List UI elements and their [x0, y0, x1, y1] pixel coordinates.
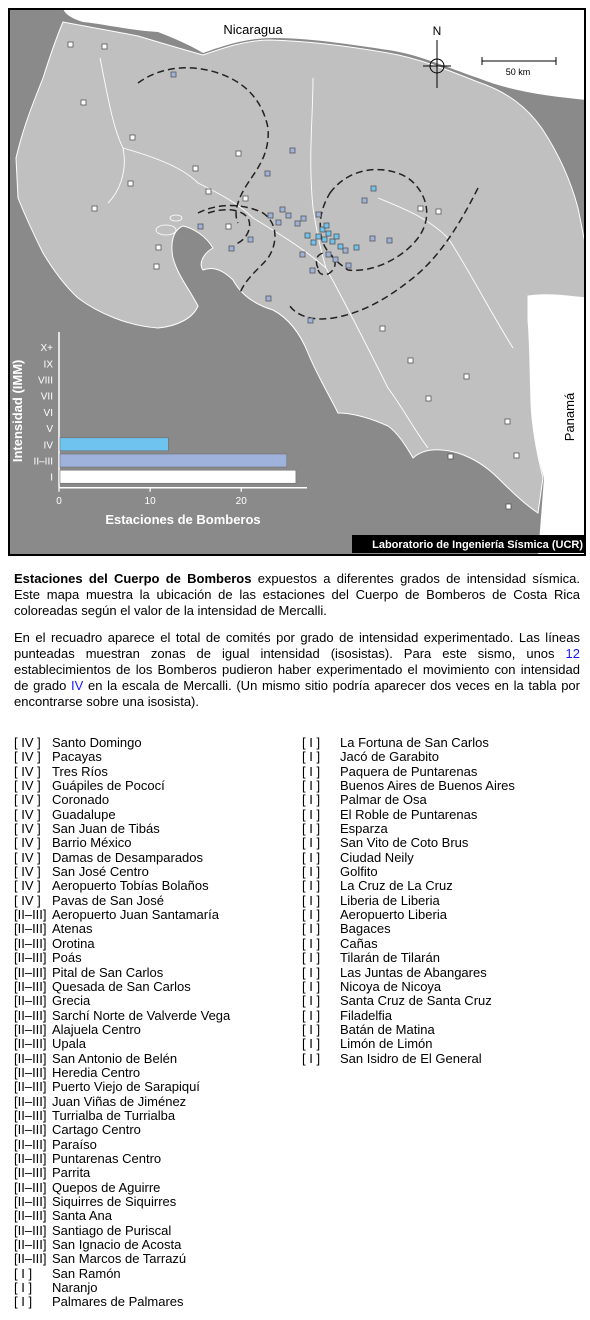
station-intensity: [ I ] — [302, 749, 321, 765]
station-row — [14, 894, 294, 908]
station-row — [14, 836, 294, 850]
station-name: Upala — [52, 1036, 86, 1052]
station-marker-ii-iii — [370, 236, 375, 241]
station-marker-i — [193, 166, 198, 171]
station-name: San Ignacio de Acosta — [52, 1237, 182, 1253]
station-marker-i — [243, 196, 248, 201]
station-marker-i — [506, 504, 511, 509]
station-row — [14, 1181, 294, 1195]
station-marker-ii-iii — [268, 213, 273, 218]
station-intensity: [II–III] — [14, 921, 47, 937]
station-marker-iv — [371, 186, 376, 191]
station-marker-i — [81, 100, 86, 105]
station-row — [302, 779, 582, 793]
station-name: San Ramón — [52, 1265, 121, 1281]
station-row — [14, 1123, 294, 1137]
station-marker-i — [154, 264, 159, 269]
station-name: San José Centro — [52, 864, 149, 880]
gulf-island — [156, 225, 176, 235]
station-marker-i — [156, 245, 161, 250]
station-name: Puntarenas Centro — [52, 1150, 162, 1166]
station-name: Cartago Centro — [52, 1122, 141, 1138]
station-intensity: [II–III] — [14, 1036, 47, 1052]
station-row — [302, 994, 582, 1008]
station-row — [14, 808, 294, 822]
station-marker-i — [130, 135, 135, 140]
station-name: Tres Ríos — [52, 763, 108, 779]
panama-label: Panamá — [562, 392, 577, 442]
station-marker-ii-iii — [266, 296, 271, 301]
station-intensity: [II–III] — [14, 907, 47, 923]
station-row — [302, 851, 582, 865]
station-marker-i — [226, 224, 231, 229]
station-intensity: [ IV ] — [14, 735, 41, 750]
station-row — [14, 736, 294, 750]
chart-y-axis-label: Intensidad (IMM) — [10, 359, 25, 463]
station-name: San Vito de Coto Brus — [340, 835, 469, 851]
station-row — [302, 793, 582, 807]
station-intensity: [ I ] — [302, 921, 321, 937]
station-name: El Roble de Puntarenas — [340, 806, 478, 822]
station-name: Turrialba de Turrialba — [52, 1107, 176, 1123]
chart-tick-label: VI — [43, 407, 53, 419]
station-intensity: [ I ] — [302, 978, 321, 994]
chart-x-tick-label: 10 — [144, 495, 156, 507]
station-intensity: [II–III] — [14, 1251, 47, 1267]
station-intensity: [II–III] — [14, 1165, 47, 1181]
station-row — [302, 736, 582, 750]
nicaragua-label: Nicaragua — [223, 22, 283, 37]
station-name: Guápiles de Pococí — [52, 778, 165, 794]
chart-tick-label: IX — [43, 359, 53, 371]
station-marker-i — [464, 374, 469, 379]
station-intensity: [ IV ] — [14, 763, 41, 779]
station-intensity: [II–III] — [14, 1208, 47, 1224]
station-row — [302, 765, 582, 779]
station-intensity: [ I ] — [302, 735, 321, 750]
station-row — [302, 951, 582, 965]
station-name: Paquera de Puntarenas — [340, 763, 478, 779]
station-name: Atenas — [52, 921, 93, 937]
station-row — [14, 951, 294, 965]
station-row — [14, 1037, 294, 1051]
station-row — [14, 980, 294, 994]
station-intensity: [II–III] — [14, 978, 47, 994]
seismic-intensity-map — [8, 8, 586, 556]
station-intensity: [II–III] — [14, 1021, 47, 1037]
station-row — [14, 1052, 294, 1066]
north-label: N — [432, 24, 442, 38]
station-row — [14, 1295, 294, 1309]
station-intensity: [II–III] — [14, 1122, 47, 1138]
station-name: Pavas de San José — [52, 892, 165, 908]
station-name: Esparza — [340, 821, 388, 837]
station-intensity: [II–III] — [14, 1050, 47, 1066]
station-intensity: [ IV ] — [14, 792, 41, 808]
station-row — [14, 879, 294, 893]
station-name: Las Juntas de Abangares — [340, 964, 487, 980]
station-intensity: [II–III] — [14, 1194, 47, 1209]
station-intensity: [ IV ] — [14, 864, 41, 880]
station-row — [302, 966, 582, 980]
chart-tick-label: VII — [40, 391, 53, 403]
station-intensity: [ I ] — [302, 935, 321, 951]
station-marker-i — [505, 419, 510, 424]
station-name: Palmares de Palmares — [52, 1294, 184, 1310]
credit-label: Laboratorio de Ingeniería Sísmica (UCR) — [372, 539, 583, 551]
station-intensity: [II–III] — [14, 935, 47, 951]
chart-tick-label: VIII — [37, 375, 53, 387]
station-marker-iv — [334, 234, 339, 239]
gulf-island — [170, 215, 182, 221]
station-intensity: [II–III] — [14, 950, 47, 966]
station-marker-i — [418, 206, 423, 211]
station-name: Poás — [52, 950, 82, 966]
station-marker-i — [408, 358, 413, 363]
station-intensity: [ IV ] — [14, 849, 41, 865]
chart-tick-label: IV — [43, 440, 53, 452]
station-marker-ii-iii — [198, 224, 203, 229]
station-name: Liberia de Liberia — [340, 892, 440, 908]
station-row — [14, 922, 294, 936]
station-row — [14, 1267, 294, 1281]
station-row — [302, 808, 582, 822]
station-row — [302, 1052, 582, 1066]
station-name: Guadalupe — [52, 806, 116, 822]
caption-p2-text-c: en la escala de Mercalli. (Un mismo sitio podría aparecer dos veces en la tabla por encontrarse sobre una isosista). — [14, 678, 580, 709]
station-intensity: [II–III] — [14, 993, 47, 1009]
station-marker-ii-iii — [301, 216, 306, 221]
station-list-right — [302, 736, 582, 1066]
caption-grade: IV — [71, 678, 84, 693]
station-row — [14, 1023, 294, 1037]
station-marker-i — [92, 206, 97, 211]
caption-title: Estaciones del Cuerpo de Bomberos — [14, 571, 252, 586]
station-marker-ii-iii — [248, 237, 253, 242]
station-marker-ii-iii — [290, 148, 295, 153]
station-marker-iv — [322, 237, 327, 242]
station-marker-iv — [338, 244, 343, 249]
station-name: Golfito — [340, 864, 378, 880]
station-name: Cañas — [340, 935, 378, 951]
station-intensity: [ IV ] — [14, 806, 41, 822]
station-row — [302, 836, 582, 850]
station-marker-i — [236, 151, 241, 156]
station-row — [14, 1009, 294, 1023]
station-name: San Isidro de El General — [340, 1050, 482, 1066]
station-name: Santa Ana — [52, 1208, 112, 1224]
chart-x-axis-label: Estaciones de Bomberos — [105, 511, 261, 527]
station-name: Aeropuerto Liberia — [340, 907, 447, 923]
station-name: La Cruz de La Cruz — [340, 878, 453, 894]
station-intensity: [II–III] — [14, 1093, 47, 1109]
station-name: Bagaces — [340, 921, 391, 937]
station-name: La Fortuna de San Carlos — [340, 735, 489, 750]
station-marker-ii-iii — [300, 252, 305, 257]
station-name: Buenos Aires de Buenos Aires — [340, 778, 515, 794]
station-intensity: [II–III] — [14, 1222, 47, 1238]
station-intensity: [ I ] — [302, 835, 321, 851]
station-row — [302, 1009, 582, 1023]
station-row — [14, 793, 294, 807]
station-name: Damas de Desamparados — [52, 849, 204, 865]
station-row — [14, 908, 294, 922]
station-marker-iv — [354, 245, 359, 250]
station-name: Quepos de Aguirre — [52, 1179, 161, 1195]
station-intensity: [II–III] — [14, 1079, 47, 1095]
station-marker-i — [426, 396, 431, 401]
station-row — [14, 1209, 294, 1223]
station-marker-iv — [316, 234, 321, 239]
station-row — [14, 1281, 294, 1295]
station-marker-ii-iii — [295, 221, 300, 226]
station-marker-i — [206, 189, 211, 194]
station-name: Naranjo — [52, 1280, 98, 1296]
station-intensity: [ I ] — [302, 964, 321, 980]
station-marker-ii-iii — [310, 268, 315, 273]
station-name: Tilarán de Tilarán — [340, 950, 440, 966]
station-name: Filadelfia — [340, 1007, 393, 1023]
station-row — [14, 851, 294, 865]
station-marker-i — [128, 181, 133, 186]
chart-bar — [60, 438, 168, 451]
station-intensity: [ I ] — [302, 849, 321, 865]
caption-p2-text-b: establecimientos de los Bomberos pudieron haber experimentado el movimiento con intensidad de grado — [14, 662, 580, 693]
station-marker-ii-iii — [286, 213, 291, 218]
station-intensity: [ I ] — [302, 950, 321, 966]
station-name: Santa Cruz de Santa Cruz — [340, 993, 492, 1009]
station-marker-ii-iii — [229, 246, 234, 251]
station-name: Heredia Centro — [52, 1064, 141, 1080]
station-name: Santo Domingo — [52, 735, 142, 750]
station-marker-ii-iii — [387, 238, 392, 243]
station-intensity: [II–III] — [14, 1007, 47, 1023]
station-list-left — [14, 736, 294, 1310]
station-intensity: [ I ] — [302, 1021, 321, 1037]
station-intensity: [II–III] — [14, 1237, 47, 1253]
station-row — [302, 879, 582, 893]
station-row — [302, 750, 582, 764]
caption-paragraph-2 — [14, 630, 580, 710]
station-name: Pital de San Carlos — [52, 964, 164, 980]
station-row — [14, 1252, 294, 1266]
chart-tick-label: X+ — [40, 343, 53, 355]
station-row — [302, 980, 582, 994]
station-intensity: [ I ] — [14, 1280, 33, 1296]
station-marker-iv — [311, 240, 316, 245]
station-marker-ii-iii — [346, 263, 351, 268]
station-marker-ii-iii — [326, 252, 331, 257]
chart-tick-label: II–III — [33, 456, 53, 468]
station-name: Orotina — [52, 935, 95, 951]
station-marker-ii-iii — [343, 248, 348, 253]
station-name: Pacayas — [52, 749, 102, 765]
station-name: San Juan de Tibás — [52, 821, 160, 837]
station-marker-i — [514, 453, 519, 458]
caption-count: 12 — [565, 646, 580, 661]
station-marker-i — [436, 209, 441, 214]
station-intensity: [ IV ] — [14, 835, 41, 851]
station-intensity: [ IV ] — [14, 778, 41, 794]
station-row — [14, 1238, 294, 1252]
chart-x-tick-label: 20 — [235, 495, 247, 507]
station-intensity: [ I ] — [302, 907, 321, 923]
station-row — [14, 750, 294, 764]
station-intensity: [II–III] — [14, 1136, 47, 1152]
chart-x-tick-label: 0 — [56, 495, 62, 507]
station-row — [302, 1023, 582, 1037]
station-marker-ii-iii — [316, 212, 321, 217]
station-row — [14, 966, 294, 980]
station-row — [14, 994, 294, 1008]
station-intensity: [II–III] — [14, 1107, 47, 1123]
station-marker-i — [102, 44, 107, 49]
caption-p1-text: expuestos a diferentes grados de intensidad sísmica. Este mapa muestra la ubicación de las estaciones del Cuerpo de Bomberos de Costa Rica coloreadas según el valor de la intensidad de Mercalli. — [14, 571, 580, 618]
station-marker-ii-iii — [280, 207, 285, 212]
caption-p2-text-a: En el recuadro aparece el total de comités por grado de intensidad experimentado. Las líneas punteadas muestran zonas de igual intensidad (isosistas). Para este sismo, unos — [14, 630, 580, 661]
station-name: Grecia — [52, 993, 91, 1009]
station-intensity: [ I ] — [302, 864, 321, 880]
station-marker-i — [448, 454, 453, 459]
station-row — [14, 1224, 294, 1238]
station-row — [14, 1080, 294, 1094]
station-row — [302, 922, 582, 936]
station-name: Aeropuerto Juan Santamaría — [52, 907, 219, 923]
station-marker-ii-iii — [362, 198, 367, 203]
station-marker-ii-iii — [276, 220, 281, 225]
station-name: Santiago de Puriscal — [52, 1222, 172, 1238]
station-name: Alajuela Centro — [52, 1021, 141, 1037]
station-name: Puerto Viejo de Sarapiquí — [52, 1079, 200, 1095]
chart-bar — [60, 454, 287, 467]
station-row — [302, 937, 582, 951]
station-name: Coronado — [52, 792, 110, 808]
station-name: Batán de Matina — [340, 1021, 435, 1037]
station-marker-iv — [305, 233, 310, 238]
station-intensity: [ I ] — [302, 778, 321, 794]
station-intensity: [ I ] — [302, 792, 321, 808]
station-intensity: [ I ] — [302, 1007, 321, 1023]
station-intensity: [ I ] — [302, 821, 321, 837]
station-intensity: [II–III] — [14, 1150, 47, 1166]
station-row — [302, 908, 582, 922]
station-intensity: [ I ] — [302, 763, 321, 779]
station-name: Paraíso — [52, 1136, 97, 1152]
caption-paragraph-1 — [14, 571, 580, 619]
station-intensity: [ I ] — [302, 993, 321, 1009]
station-marker-ii-iii — [308, 318, 313, 323]
station-row — [14, 865, 294, 879]
station-row — [14, 1195, 294, 1209]
scale-label: 50 km — [505, 67, 531, 77]
station-name: Jacó de Garabito — [340, 749, 440, 765]
station-name: Aeropuerto Tobías Bolaños — [52, 878, 209, 894]
station-name: San Marcos de Tarrazú — [52, 1251, 187, 1267]
station-intensity: [ I ] — [302, 892, 321, 908]
chart-bar — [60, 470, 296, 483]
station-name: Sarchí Norte de Valverde Vega — [52, 1007, 231, 1023]
station-row — [302, 822, 582, 836]
station-name: Juan Viñas de Jiménez — [52, 1093, 187, 1109]
station-name: San Antonio de Belén — [52, 1050, 178, 1066]
station-row — [14, 937, 294, 951]
station-row — [14, 1109, 294, 1123]
station-marker-i — [68, 42, 73, 47]
station-name: Limón de Limón — [340, 1036, 433, 1052]
station-marker-ii-iii — [265, 171, 270, 176]
station-intensity: [ I ] — [302, 1036, 321, 1052]
station-row — [302, 865, 582, 879]
station-intensity: [ I ] — [14, 1294, 33, 1310]
station-intensity: [ IV ] — [14, 878, 41, 894]
station-name: Parrita — [52, 1165, 91, 1181]
station-intensity: [ I ] — [302, 806, 321, 822]
station-name: Siquirres de Siquirres — [52, 1194, 177, 1209]
station-name: Barrio México — [52, 835, 132, 851]
station-row — [14, 779, 294, 793]
station-marker-iv — [324, 223, 329, 228]
station-marker-i — [380, 326, 385, 331]
station-intensity: [ I ] — [14, 1265, 33, 1281]
chart-tick-label: I — [50, 472, 53, 484]
station-intensity: [ IV ] — [14, 749, 41, 765]
station-marker-iv — [326, 231, 331, 236]
station-row — [14, 1095, 294, 1109]
station-row — [14, 1138, 294, 1152]
station-name: Quesada de San Carlos — [52, 978, 191, 994]
station-intensity: [II–III] — [14, 1064, 47, 1080]
station-row — [14, 1152, 294, 1166]
station-name: Palmar de Osa — [340, 792, 427, 808]
station-row — [14, 765, 294, 779]
station-row — [14, 822, 294, 836]
station-row — [302, 1037, 582, 1051]
station-marker-iv — [330, 239, 335, 244]
station-intensity: [ I ] — [302, 1050, 321, 1066]
station-row — [302, 894, 582, 908]
station-intensity: [II–III] — [14, 1179, 47, 1195]
station-marker-ii-iii — [333, 257, 338, 262]
station-intensity: [II–III] — [14, 964, 47, 980]
station-name: Ciudad Neily — [340, 849, 414, 865]
station-intensity: [ IV ] — [14, 892, 41, 908]
chart-tick-label: V — [46, 424, 53, 436]
station-intensity: [ I ] — [302, 878, 321, 894]
station-marker-ii-iii — [171, 72, 176, 77]
station-name: Nicoya de Nicoya — [340, 978, 442, 994]
station-intensity: [ IV ] — [14, 821, 41, 837]
station-row — [14, 1066, 294, 1080]
station-row — [14, 1166, 294, 1180]
